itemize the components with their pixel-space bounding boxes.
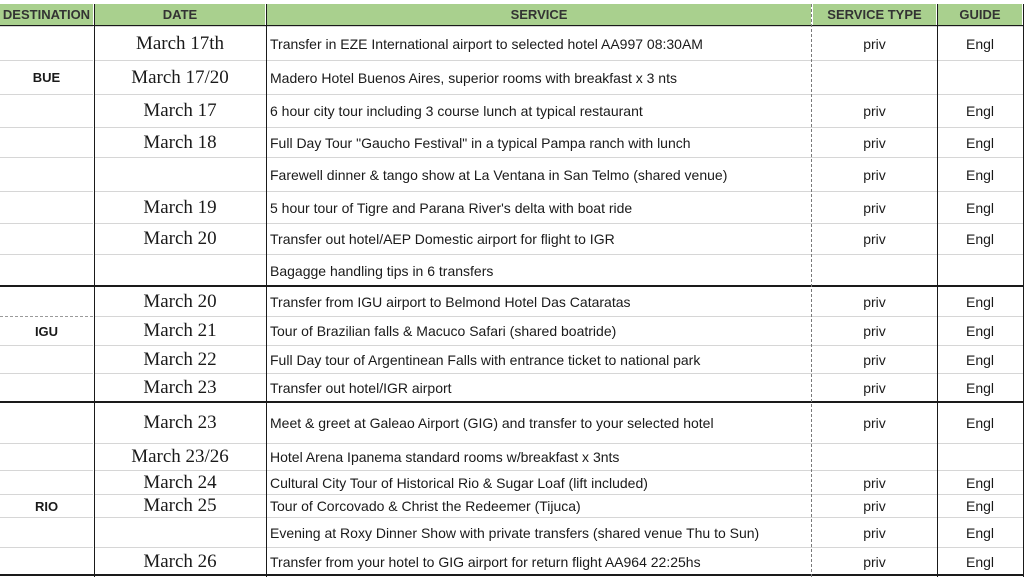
row-separator — [0, 94, 93, 95]
row-separator — [0, 345, 93, 346]
row-separator — [0, 223, 93, 224]
row-separator — [0, 470, 93, 471]
cell-date: March 17/20 — [131, 66, 229, 88]
cell-guide: Engl — [965, 166, 995, 183]
cell-service: 6 hour city tour including 3 course lunch at typical restaurant — [270, 103, 643, 119]
cell-service-type: priv — [863, 103, 886, 119]
cell-guide: Engl — [965, 415, 995, 431]
cell-guide: Engl — [965, 103, 995, 119]
cell-guide — [938, 255, 1022, 286]
header-service: SERVICE — [267, 4, 811, 25]
destination-bue: BUE — [32, 70, 61, 85]
row-separator — [0, 254, 93, 255]
cell-guide: Engl — [965, 351, 995, 368]
cell-guide: Engl — [965, 474, 995, 491]
cell-service-type: priv — [863, 351, 886, 368]
cell-guide: Engl — [965, 231, 995, 247]
row-separator — [0, 157, 93, 158]
cell-guide: Engl — [965, 498, 995, 514]
cell-service: Full Day tour of Argentinean Falls with entrance ticket to national park — [270, 351, 701, 368]
cell-guide — [938, 444, 1022, 470]
cell-service-type: priv — [863, 231, 886, 247]
cell-guide: Engl — [965, 134, 995, 151]
cell-guide: Engl — [965, 380, 995, 396]
cell-service: Full Day Tour "Gaucho Festival" in a typical Pampa ranch with lunch — [270, 134, 691, 151]
cell-service-type: priv — [863, 524, 886, 541]
cell-service-type: priv — [863, 134, 886, 151]
cell-service: Farewell dinner & tango show at La Ventana in San Telmo (shared venue) — [270, 166, 728, 183]
cell-service: Transfer from IGU airport to Belmond Hotel Das Cataratas — [270, 293, 631, 310]
destination-rio: RIO — [34, 498, 59, 514]
cell-date — [95, 518, 265, 547]
cell-date — [95, 255, 265, 286]
cell-guide: Engl — [965, 553, 995, 570]
cell-service: Transfer out hotel/IGR airport — [270, 380, 452, 396]
cell-guide — [938, 61, 1022, 94]
row-separator — [0, 373, 93, 374]
row-separator — [0, 127, 93, 128]
cell-service: Transfer from your hotel to GIG airport for return flight AA964 22:25hs — [270, 553, 701, 570]
cell-date: March 23/26 — [131, 446, 229, 467]
cell-date: March 23 — [143, 412, 217, 433]
row-separator — [0, 517, 93, 518]
cell-service-type: priv — [863, 553, 886, 570]
cell-service-type: priv — [863, 323, 886, 339]
column-separator — [1023, 4, 1024, 577]
cell-date: March 23 — [143, 377, 217, 398]
cell-service: Bagagge handling tips in 6 transfers — [270, 262, 494, 279]
cell-service-type: priv — [863, 35, 886, 52]
cell-service-type: priv — [863, 498, 886, 514]
cell-service-type — [813, 61, 936, 94]
row-separator — [0, 443, 93, 444]
cell-service: Hotel Arena Ipanema standard rooms w/breakfast x 3nts — [270, 449, 620, 465]
cell-service-type: priv — [863, 166, 886, 183]
cell-service-type — [813, 255, 936, 286]
cell-date: March 21 — [143, 320, 217, 341]
cell-guide: Engl — [965, 524, 995, 541]
cell-date: March 24 — [143, 471, 217, 493]
cell-date — [95, 158, 265, 191]
cell-service-type — [813, 444, 936, 470]
row-separator — [0, 547, 93, 548]
cell-date: March 22 — [143, 348, 217, 370]
cell-service: 5 hour tour of Tigre and Parana River's delta with boat ride — [270, 199, 633, 216]
row-separator — [0, 191, 93, 192]
cell-service-type: priv — [863, 474, 886, 491]
header-guide: GUIDE — [938, 4, 1022, 25]
cell-guide: Engl — [965, 35, 995, 52]
cell-date: March 17 — [143, 100, 217, 121]
cell-service: Tour of Corcovado & Christ the Redeemer (Tijuca) — [270, 498, 581, 514]
cell-service: Madero Hotel Buenos Aires, superior rooms with breakfast x 3 nts — [270, 69, 677, 86]
row-separator — [0, 26, 93, 27]
destination-igu: IGU — [34, 323, 59, 339]
cell-date: March 26 — [143, 550, 217, 572]
cell-guide: Engl — [965, 293, 995, 310]
cell-service: Meet & greet at Galeao Airport (GIG) and transfer to your selected hotel — [270, 415, 714, 431]
cell-date: March 18 — [143, 131, 217, 153]
cell-service: Cultural City Tour of Historical Rio & Sugar Loaf (lift included) — [270, 474, 648, 491]
cell-service: Transfer in EZE International airport to selected hotel AA997 08:30AM — [270, 35, 703, 52]
cell-date: March 20 — [143, 290, 217, 312]
header-destination: DESTINATION — [0, 4, 93, 25]
cell-service-type: priv — [863, 415, 886, 431]
column-separator — [811, 4, 812, 577]
cell-service-type: priv — [863, 380, 886, 396]
cell-service: Evening at Roxy Dinner Show with private transfers (shared venue Thu to Sun) — [270, 524, 760, 541]
cell-service: Transfer out hotel/AEP Domestic airport for flight to IGR — [270, 231, 615, 247]
cell-date: March 17th — [135, 32, 225, 54]
header-border — [0, 25, 1023, 26]
header-service-type: SERVICE TYPE — [813, 4, 936, 25]
cell-service: Tour of Brazilian falls & Macuco Safari (shared boatride) — [270, 323, 617, 339]
cell-date: March 25 — [143, 495, 217, 516]
cell-date: March 20 — [143, 228, 217, 249]
cell-date: March 19 — [143, 196, 217, 218]
header-date: DATE — [95, 4, 265, 25]
cell-guide: Engl — [965, 199, 995, 216]
cell-service-type: priv — [863, 293, 886, 310]
cell-guide: Engl — [965, 323, 995, 339]
cell-service-type: priv — [863, 199, 886, 216]
